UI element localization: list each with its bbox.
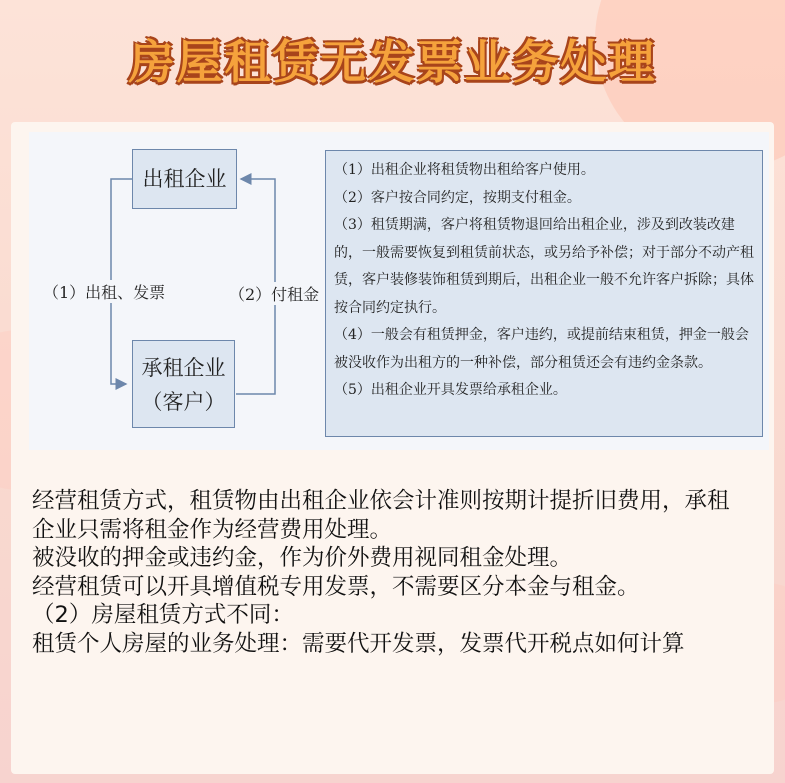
lessee-node — [132, 340, 235, 428]
body-text — [32, 487, 744, 658]
page-title: 房屋租赁无发票业务处理 — [128, 35, 657, 89]
note-item: （2）客户按合同约定，按期支付租金。 — [334, 189, 581, 206]
lessee-sublabel: （客户） — [141, 390, 226, 414]
paragraph: 经营租赁方式，租赁物由出租企业依会计准则按期计提折旧费用，承租企业只需将租金作为经营费用处理。 — [32, 488, 730, 543]
lessee-label: 承租企业 — [141, 356, 226, 380]
lessor-node: 出租企业 — [132, 149, 237, 209]
note-item: （1）出租企业将租赁物出租给客户使用。 — [334, 162, 595, 178]
rent-arrow-label: （2）付租金 — [227, 282, 321, 305]
paragraph: 经营租赁可以开具增值税专用发票，不需要区分本金与租金。 — [32, 573, 640, 600]
note-item: （4）一般会有租赁押金，客户违约，或提前结束租赁，押金一般会被没收作为出租方的一种补偿，部分租赁还会有违约金条款。 — [334, 327, 749, 371]
notes-box — [325, 150, 763, 437]
paragraph: 被没收的押金或违约金，作为价外费用视同租金处理。 — [32, 545, 573, 571]
note-item: （5）出租企业开具发票给承租企业。 — [334, 382, 567, 398]
note-item: （3）租赁期满，客户将租赁物退回给出租企业，涉及到改装改建的，一般需要恢复到租赁前状态，或另给予补偿；对于部分不动产租赁，客户装修装饰租赁到期后，出租企业一般不允许客户拆除；具体按合同约定执行。 — [334, 217, 754, 316]
lease-arrow-label: （1）出租、发票 — [41, 280, 167, 303]
paragraph: 租赁个人房屋的业务处理：需要代开发票，发票代开税点如何计算 — [32, 630, 685, 657]
content-card — [11, 122, 774, 774]
paragraph: （2）房屋租赁方式不同： — [32, 602, 294, 628]
lease-flow-diagram — [29, 132, 769, 450]
